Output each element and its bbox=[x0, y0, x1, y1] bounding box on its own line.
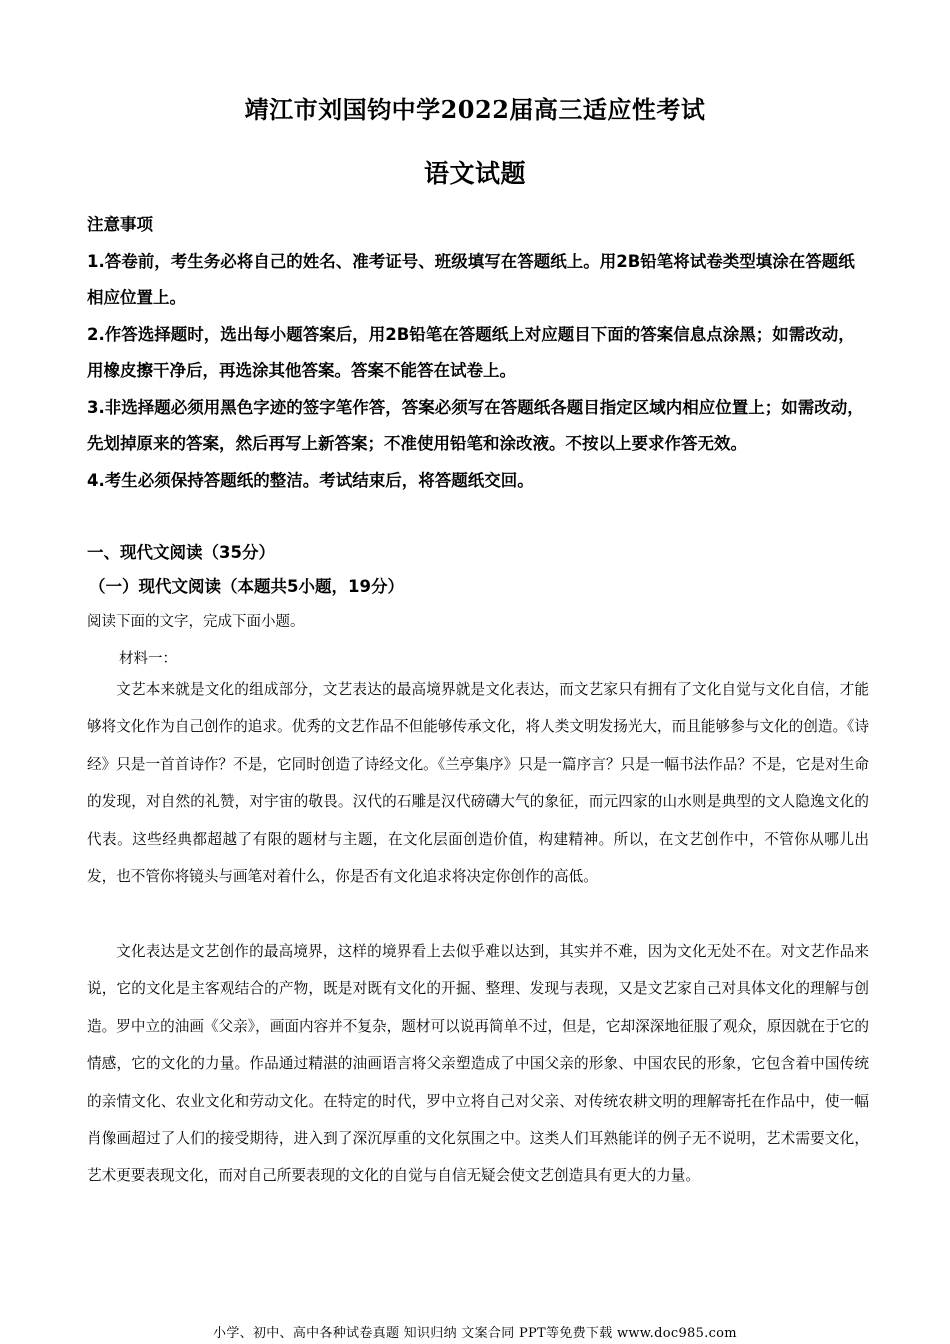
reading-instruction: 阅读下面的文字，完成下面小题。 bbox=[87, 614, 305, 630]
material-label: 材料一： bbox=[119, 651, 177, 667]
exam-title: 靖江市刘国钧中学2022届高三适应性考试 bbox=[244, 95, 706, 124]
note-item-3: 3.非选择题必须用黑色字迹的签字笔作答，答案必须写在答题纸各题目指定区域内相应位置上；如需改动，先划掉原来的答案，然后再写上新答案；不准使用铅笔和涂改液。不按以上要求作答无效。 bbox=[87, 397, 864, 453]
material-paragraph bbox=[87, 671, 869, 895]
section-subheading-modern-reading: （一）现代文阅读（本题共5小题，19分） bbox=[89, 577, 404, 596]
footer-text: 小学、初中、高中各种试卷真题 知识归纳 文案合同 PPT等免费下载 www.doc985.com bbox=[213, 1326, 737, 1341]
material-paragraph bbox=[87, 933, 869, 1195]
subject-title: 语文试题 bbox=[423, 159, 526, 188]
note-item-2: 2.作答选择题时，选出每小题答案后，用2B铅笔在答题纸上对应题目下面的答案信息点涂黑；如需改动，用橡皮擦干净后，再选涂其他答案。答案不能答在试卷上。 bbox=[87, 324, 855, 380]
notes-block bbox=[87, 207, 867, 499]
paragraph-text-2: 文化表达是文艺创作的最高境界，这样的境界看上去似乎难以达到，其实并不难，因为文化无处不在。对文艺作品来说，它的文化是主客观结合的产物，既是对既有文化的开掘、整理、发现与表现，又是文艺家自己对具体文化的理解与创造。罗中立的油画《父亲》，画面内容并不复杂，题材可以说再简单不过，但是，它却深深地征服了观众，原因就在于它的情感，它的文化的力量。作品通过精湛的油画语言将父亲塑造成了中国父亲的形象、中国农民的形象，它包含着中国传统的亲情文化、农业文化和劳动文化。在特定的时代，罗中立将自己对父亲、对传统农耕文明的理解寄托在作品中，使一幅肖像画超过了人们的接受期待，进入到了深沉厚重的文化氛围之中。这类人们耳熟能详的例子无不说明，艺术需要文化，艺术更要表现文化，而对自己所要表现的文化的自觉与自信无疑会使文艺创造具有更大的力量。 bbox=[87, 943, 869, 1185]
section-heading-part1: 一、现代文阅读（35分） bbox=[87, 543, 275, 562]
note-item-1: 1.答卷前，考生务必将自己的姓名、准考证号、班级填写在答题纸上。用2B铅笔将试卷类型填涂在答题纸相应位置上。 bbox=[87, 251, 855, 307]
paragraph-text-1: 文艺本来就是文化的组成部分，文艺表达的最高境界就是文化表达，而文艺家只有拥有了文化自觉与文化自信，才能够将文化作为自己创作的追求。优秀的文艺作品不但能够传承文化，将人类文明发扬光大，而且能够参与文化的创造。《诗经》只是一首首诗作？不是，它同时创造了诗经文化。《兰亭集序》只是一篇序言？只是一幅书法作品？不是，它是对生命的发现，对自然的礼赞，对宇宙的敬畏。汉代的石雕是汉代磅礴大气的象征，而元四家的山水则是典型的文人隐逸文化的代表。这些经典都超越了有限的题材与主题，在文化层面创造价值，构建精神。所以，在文艺创作中，不管你从哪儿出发，也不管你将镜头与画笔对着什么，你是否有文化追求将决定你创作的高低。 bbox=[87, 681, 869, 886]
note-item-4: 4.考生必须保持答题纸的整洁。考试结束后，将答题纸交回。 bbox=[87, 470, 534, 490]
notes-heading: 注意事项 bbox=[87, 215, 153, 234]
